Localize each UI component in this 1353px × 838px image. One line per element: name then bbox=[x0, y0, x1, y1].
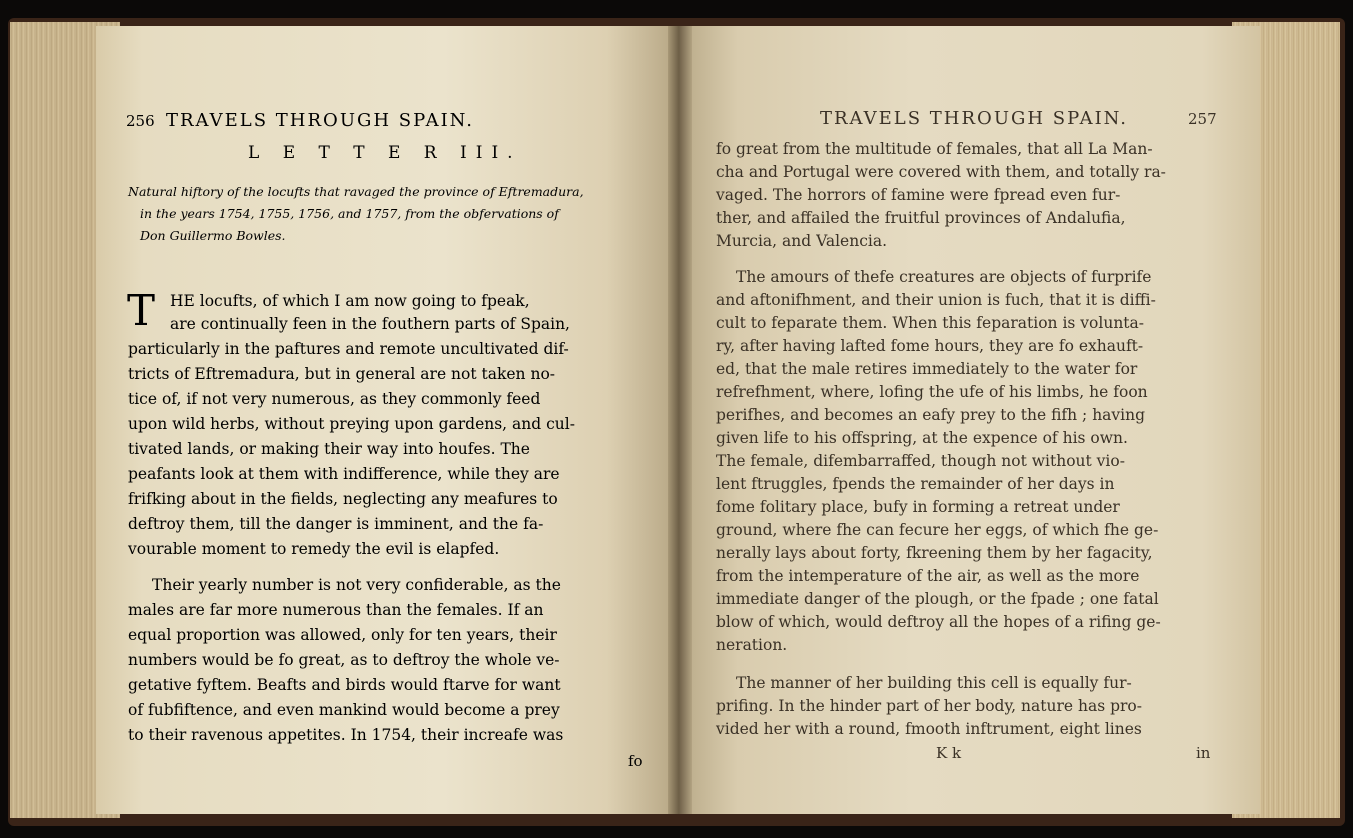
text-line: ground, where fhe can fecure her eggs, of which fhe ge- bbox=[716, 521, 1159, 539]
letter-heading: L E T T E R III. bbox=[248, 143, 522, 163]
text-line: males are far more numerous than the females. If an bbox=[128, 601, 544, 619]
text-line: fo great from the multitude of females, that all La Man- bbox=[716, 140, 1153, 158]
text-line: The female, difembarraffed, though not without vio- bbox=[716, 452, 1125, 470]
text-line: tivated lands, or making their way into houfes. The bbox=[128, 440, 530, 458]
text-line: peafants look at them with indifference, while they are bbox=[128, 465, 560, 483]
summary-line: in the years 1754, 1755, 1756, and 1757, from the obfervations of bbox=[140, 206, 559, 221]
text-line: vaged. The horrors of famine were fpread even fur- bbox=[716, 186, 1121, 204]
text-line: and aftonifhment, and their union is fuch, that it is diffi- bbox=[716, 291, 1156, 309]
text-line: nerally lays about forty, fkreening them by her fagacity, bbox=[716, 544, 1153, 562]
text-line: deftroy them, till the danger is imminent, and the fa- bbox=[128, 515, 544, 533]
text-line: blow of which, would deftroy all the hopes of a rifing ge- bbox=[716, 613, 1161, 631]
text-line: immediate danger of the plough, or the fpade ; one fatal bbox=[716, 590, 1159, 608]
text-line: lent ftruggles, fpends the remainder of her days in bbox=[716, 475, 1115, 493]
text-line: ther, and affailed the fruitful provinces of Andalufia, bbox=[716, 209, 1126, 227]
text-line: refrefhment, where, lofing the ufe of his limbs, he foon bbox=[716, 383, 1148, 401]
summary-line: Don Guillermo Bowles. bbox=[140, 228, 286, 243]
signature-mark: K k bbox=[936, 744, 962, 762]
text-line: ed, that the male retires immediately to the water for bbox=[716, 360, 1138, 378]
text-line: of fubfiftence, and even mankind would become a prey bbox=[128, 701, 560, 719]
text-line: neration. bbox=[716, 636, 788, 654]
summary-line: Natural hiftory of the locufts that ravaged the province of Eftremadura, bbox=[128, 184, 584, 199]
right-running-head: TRAVELS THROUGH SPAIN. bbox=[820, 108, 1129, 129]
text-line: upon wild herbs, without preying upon gardens, and cul- bbox=[128, 415, 575, 433]
text-line: vourable moment to remedy the evil is elapfed. bbox=[128, 540, 500, 558]
book-gutter bbox=[668, 26, 692, 814]
text-line: from the intemperature of the air, as well as the more bbox=[716, 567, 1140, 585]
left-page-number: 256 bbox=[126, 112, 155, 130]
text-line: getative fyftem. Beafts and birds would ftarve for want bbox=[128, 676, 561, 694]
text-line: prifing. In the hinder part of her body, nature has pro- bbox=[716, 697, 1142, 715]
text-line: fome folitary place, bufy in forming a retreat under bbox=[716, 498, 1120, 516]
text-line: perifhes, and becomes an eafy prey to the fifh ; having bbox=[716, 406, 1146, 424]
text-line: The manner of her building this cell is equally fur- bbox=[736, 674, 1132, 692]
text-line: are continually feen in the fouthern parts of Spain, bbox=[170, 315, 570, 333]
text-line: ry, after having lafted fome hours, they are fo exhauft- bbox=[716, 337, 1144, 355]
text-line: particularly in the paftures and remote uncultivated dif- bbox=[128, 340, 569, 358]
text-line: HE locufts, of which I am now going to fpeak, bbox=[170, 292, 530, 310]
text-line: vided her with a round, fmooth inftrument, eight lines bbox=[716, 720, 1142, 738]
text-line: to their ravenous appetites. In 1754, their increafe was bbox=[128, 726, 564, 744]
left-running-head: TRAVELS THROUGH SPAIN. bbox=[166, 110, 475, 131]
text-line: tice of, if not very numerous, as they commonly feed bbox=[128, 390, 541, 408]
drop-cap: T bbox=[127, 286, 156, 335]
text-line: frifking about in the fields, neglecting any meafures to bbox=[128, 490, 558, 508]
text-line: Murcia, and Valencia. bbox=[716, 232, 887, 250]
text-line: tricts of Eftremadura, but in general are not taken no- bbox=[128, 365, 556, 383]
text-line: given life to his offspring, at the expence of his own. bbox=[716, 429, 1128, 447]
text-line: equal proportion was allowed, only for ten years, their bbox=[128, 626, 557, 644]
text-line: The amours of thefe creatures are objects of furprife bbox=[736, 268, 1152, 286]
right-catchword: in bbox=[1196, 744, 1211, 762]
text-line: numbers would be fo great, as to deftroy the whole ve- bbox=[128, 651, 560, 669]
left-catchword: fo bbox=[628, 752, 643, 770]
text-line: cult to feparate them. When this feparation is volunta- bbox=[716, 314, 1145, 332]
text-line: cha and Portugal were covered with them, and totally ra- bbox=[716, 163, 1166, 181]
right-page-number: 257 bbox=[1188, 110, 1217, 128]
text-line: Their yearly number is not very confiderable, as the bbox=[152, 576, 561, 594]
